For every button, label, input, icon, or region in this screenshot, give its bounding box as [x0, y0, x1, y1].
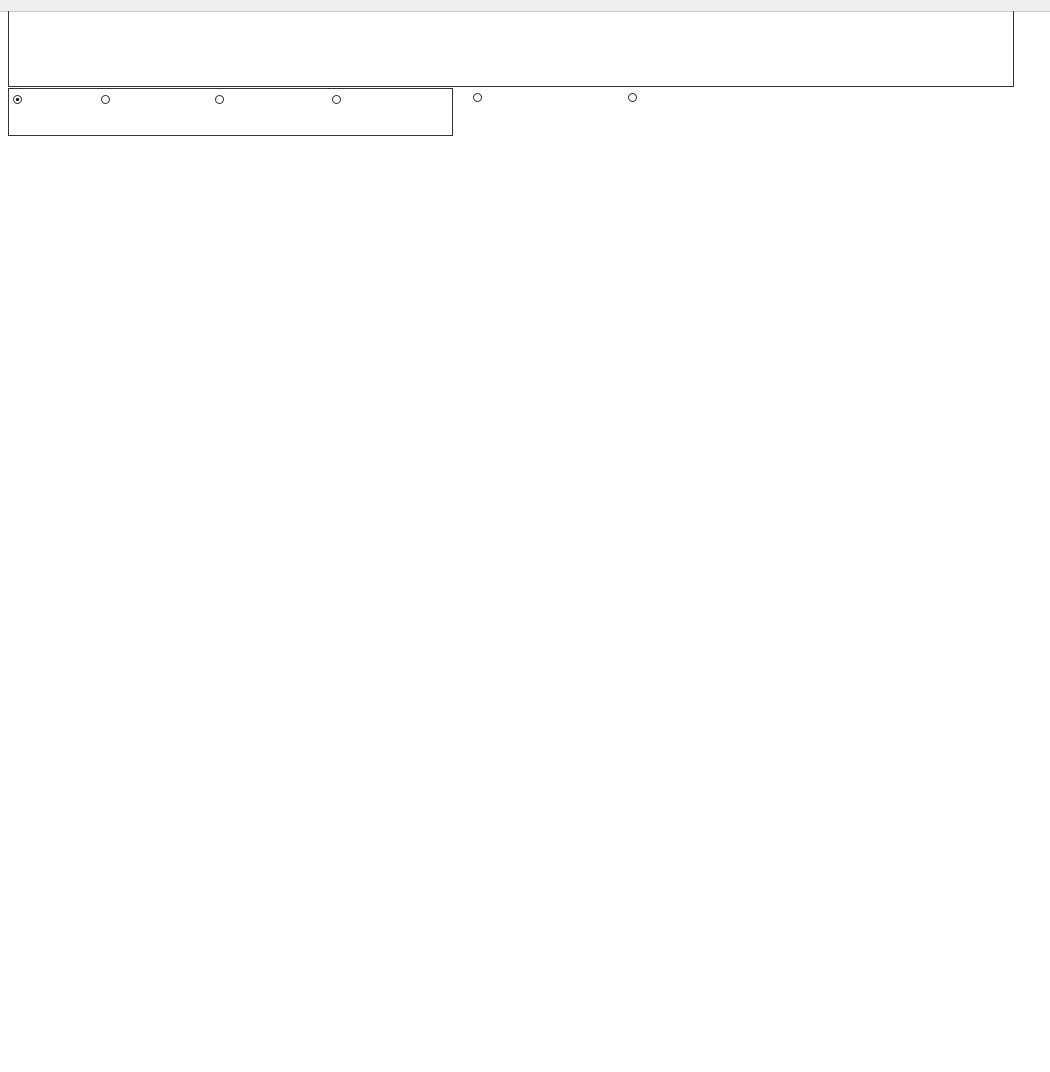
- radio-icon[interactable]: [473, 93, 482, 102]
- radio-icon[interactable]: [332, 95, 341, 104]
- submission-option-ots[interactable]: [101, 95, 114, 107]
- submission-option-production[interactable]: [332, 95, 345, 107]
- spreadsheet: [0, 11, 1050, 1072]
- title-box: [8, 11, 1014, 87]
- radio-selected-icon[interactable]: [13, 95, 22, 104]
- dfmea-option[interactable]: [473, 93, 486, 105]
- radio-icon[interactable]: [628, 93, 637, 102]
- submission-panel: [8, 88, 453, 136]
- submission-option-initial[interactable]: [13, 95, 26, 107]
- submission-option-ppap[interactable]: [215, 95, 228, 107]
- radio-icon[interactable]: [215, 95, 224, 104]
- radio-icon[interactable]: [101, 95, 110, 104]
- pfmea-option[interactable]: [628, 93, 641, 105]
